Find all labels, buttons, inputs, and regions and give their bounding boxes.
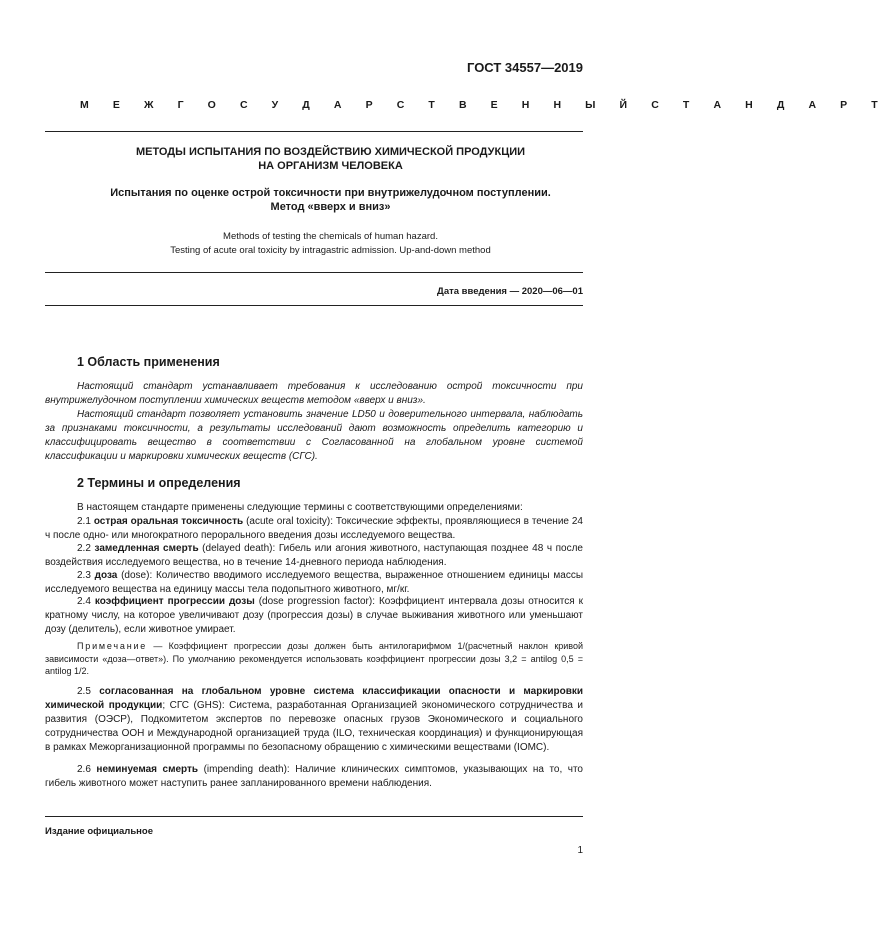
title-divider [45, 272, 583, 273]
term-2-2 [45, 542, 583, 570]
term-name: коэффициент прогрессии дозы [94, 596, 255, 607]
english-title-line-1: Methods of testing the chemicals of human hazard. [223, 231, 438, 242]
term-definition: (dose progression factor): Коэффициент интервала дозы относится к кратному числу, на которое увеличивают дозу (прогрессия дозы) в случае выживания животного или уменьшают дозу (делитель), если животное умирает. [45, 596, 583, 636]
english-title-line-2: Testing of acute oral toxicity by intragastric admission. Up-and-down method [170, 245, 491, 256]
term-number: 2.2 [77, 543, 91, 554]
footer-divider [45, 816, 583, 817]
term-name: согласованная на глобальном уровне система классификации опасности и маркировки химической продукции [45, 686, 584, 712]
english-title [0, 230, 661, 258]
term-name: доза [94, 570, 118, 581]
term-definition: (dose): Количество вводимого исследуемого вещества, выраженное отношением единицы массы исследуемого вещества на единицу массы тела подопытного животного, мг/кг. [45, 570, 584, 596]
section-1-heading: 1 Область применения [77, 355, 220, 369]
subtitle-line-2: Метод «вверх и вниз» [270, 201, 391, 213]
term-definition: (acute oral toxicity): Токсические эффекты, проявляющиеся в течение 24 ч после одно- или многократного перорального введения дозы исследуемого вещества. [45, 516, 583, 542]
term-definition: (delayed death): Гибель или агония животного, наступающая позднее 48 ч после воздействия исследуемого вещества, но в течение 14-дневного периода наблюдения. [45, 543, 583, 569]
term-definition: (impending death): Наличие клинических симптомов, указывающих на то, что гибель животного может наступить ранее запланированного времени наблюдения. [45, 764, 583, 790]
term-name: острая оральная токсичность [93, 516, 244, 527]
title-line-1: МЕТОДЫ ИСПЫТАНИЯ ПО ВОЗДЕЙСТВИЮ ХИМИЧЕСКОЙ ПРОДУКЦИИ [135, 146, 526, 158]
edition-label: Издание официальное [45, 826, 153, 837]
title-line-2: НА ОРГАНИЗМ ЧЕЛОВЕКА [258, 160, 403, 172]
term-number: 2.6 [77, 764, 91, 775]
section-2-heading: 2 Термины и определения [77, 476, 241, 490]
page-number: 1 [577, 845, 583, 856]
subtitle-line-1: Испытания по оценке острой токсичности при внутрижелудочном поступлении. [110, 187, 551, 199]
term-2-6 [45, 763, 583, 791]
term-number: 2.3 [77, 570, 91, 581]
term-2-5 [45, 685, 583, 755]
note-text: — Коэффициент прогрессии дозы должен быть антилогарифмом 1/(расчетный наклон кривой зависимости «доза—ответ»). По умолчанию рекомендуется использовать коэффициент прогрессии дозы 3,2 = antilog 0,5 = antilog 1/2. [45, 641, 583, 676]
document-subtitle [0, 186, 661, 214]
section-2-intro: В настоящем стандарте применены следующие термины с соответствующими определениями: [77, 502, 523, 513]
section-1-paragraph-2: Настоящий стандарт позволяет установить значение LD50 и доверительного интервала, наблюдать за признаками токсичности, а результаты исследований дают возможность определить категорию и классифицировать вещество в соответствии с Согласованной на глобальном уровне системой классификации и маркировки химических веществ (СГС). [45, 409, 583, 463]
term-2-4 [45, 595, 583, 637]
term-2-4-note [45, 640, 583, 678]
term-number: 2.5 [77, 686, 91, 697]
section-1-paragraph-1: Настоящий стандарт устанавливает требования к исследованию острой токсичности при внутрижелудочном поступлении химических веществ методом «вверх и вниз». [45, 381, 583, 407]
term-name: замедленная смерть [94, 543, 199, 554]
term-2-3 [45, 569, 583, 597]
header-divider [45, 131, 583, 132]
term-name: неминуемая смерть [96, 764, 199, 775]
term-number: 2.1 [77, 516, 91, 527]
standard-code: ГОСТ 34557—2019 [467, 60, 583, 75]
note-label: Примечание [77, 641, 148, 651]
document-title [0, 145, 661, 173]
term-2-1 [45, 515, 583, 543]
term-number: 2.4 [77, 596, 91, 607]
term-definition: ; СГС (GHS): Система, разработанная Организацией экономического сотрудничества и развития (ОЭСР), Подкомитетом экспертов по перевозке опасных грузов Экономического и социального сотрудничества ООН и Международной организацией труда (ILO, техническая координация) и функционирующая в рамках Межорганизационной программы по безопасному обращению с химическими веществами (IOMC). [45, 700, 584, 754]
date-divider [45, 305, 583, 306]
introduction-date: Дата введения — 2020—06—01 [437, 286, 583, 297]
standard-type-heading: М Е Ж Г О С У Д А Р С Т В Е Н Н Ы Й С Т А Н Д А Р Т [80, 99, 888, 111]
